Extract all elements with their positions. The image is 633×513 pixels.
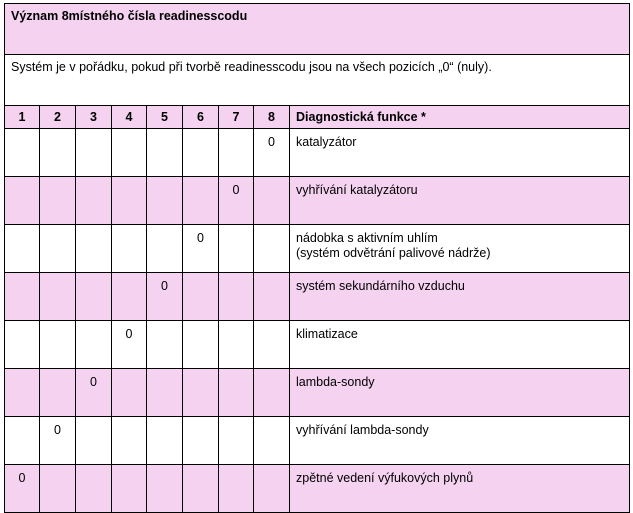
function-label: zpětné vedení výfukových plynů xyxy=(296,471,474,485)
empty-cell xyxy=(183,129,219,177)
empty-cell xyxy=(112,273,147,321)
table-row xyxy=(5,273,630,321)
function-cell xyxy=(290,273,630,321)
empty-cell xyxy=(219,465,254,513)
empty-cell xyxy=(5,273,40,321)
readiness-value-cell: 0 xyxy=(112,321,147,369)
empty-cell xyxy=(183,369,219,417)
empty-cell xyxy=(147,417,183,465)
table-row xyxy=(5,369,630,417)
readiness-value-cell: 0 xyxy=(5,465,40,513)
empty-cell xyxy=(112,465,147,513)
column-header-2: 2 xyxy=(40,106,76,129)
empty-cell xyxy=(76,177,112,225)
function-label-secondary: (systém odvětrání palivové nádrže) xyxy=(296,246,491,260)
empty-cell xyxy=(40,177,76,225)
table-row xyxy=(5,321,630,369)
empty-cell xyxy=(219,369,254,417)
empty-cell xyxy=(254,177,290,225)
empty-cell xyxy=(76,273,112,321)
function-label: katalyzátor xyxy=(296,135,357,149)
table-row xyxy=(5,129,630,177)
readiness-table-container xyxy=(4,3,629,513)
empty-cell xyxy=(183,321,219,369)
empty-cell xyxy=(5,177,40,225)
empty-cell xyxy=(5,129,40,177)
column-header-5: 5 xyxy=(147,106,183,129)
function-label: nádobka s aktivním uhlím xyxy=(296,231,438,245)
table-row xyxy=(5,465,630,513)
empty-cell xyxy=(112,225,147,273)
readiness-value-cell: 0 xyxy=(40,417,76,465)
empty-cell xyxy=(147,369,183,417)
empty-cell xyxy=(112,369,147,417)
empty-cell xyxy=(147,129,183,177)
empty-cell xyxy=(5,417,40,465)
function-label: systém sekundárního vzduchu xyxy=(296,279,465,293)
empty-cell xyxy=(254,417,290,465)
empty-cell xyxy=(112,417,147,465)
function-label: vyhřívání katalyzátoru xyxy=(296,183,418,197)
function-label: vyhřívání lambda-sondy xyxy=(296,423,429,437)
function-label: lambda-sondy xyxy=(296,375,375,389)
header-row xyxy=(5,106,630,129)
empty-cell xyxy=(40,465,76,513)
empty-cell xyxy=(5,321,40,369)
column-header-7: 7 xyxy=(219,106,254,129)
empty-cell xyxy=(219,321,254,369)
empty-cell xyxy=(254,225,290,273)
empty-cell xyxy=(254,369,290,417)
readiness-value-cell: 0 xyxy=(219,177,254,225)
function-cell xyxy=(290,417,630,465)
readiness-value-cell: 0 xyxy=(183,225,219,273)
function-cell xyxy=(290,321,630,369)
empty-cell xyxy=(183,417,219,465)
table-title: Význam 8místného čísla readinesscodu xyxy=(5,4,630,55)
empty-cell xyxy=(147,225,183,273)
empty-cell xyxy=(254,273,290,321)
empty-cell xyxy=(147,177,183,225)
function-label: klimatizace xyxy=(296,327,358,341)
readiness-value-cell: 0 xyxy=(76,369,112,417)
empty-cell xyxy=(219,225,254,273)
readiness-value-cell: 0 xyxy=(147,273,183,321)
empty-cell xyxy=(40,321,76,369)
function-cell xyxy=(290,225,630,273)
function-header: Diagnostická funkce * xyxy=(290,106,630,129)
readiness-value-cell: 0 xyxy=(254,129,290,177)
empty-cell xyxy=(219,417,254,465)
empty-cell xyxy=(112,129,147,177)
empty-cell xyxy=(254,465,290,513)
empty-cell xyxy=(5,225,40,273)
table-note: Systém je v pořádku, pokud při tvorbě readinesscodu jsou na všech pozicích „0“ (nuly). xyxy=(5,55,630,106)
function-cell xyxy=(290,129,630,177)
empty-cell xyxy=(40,369,76,417)
empty-cell xyxy=(76,225,112,273)
empty-cell xyxy=(219,273,254,321)
empty-cell xyxy=(112,177,147,225)
column-header-1: 1 xyxy=(5,106,40,129)
empty-cell xyxy=(76,129,112,177)
empty-cell xyxy=(183,465,219,513)
column-header-6: 6 xyxy=(183,106,219,129)
empty-cell xyxy=(147,465,183,513)
empty-cell xyxy=(40,225,76,273)
empty-cell xyxy=(5,369,40,417)
column-header-3: 3 xyxy=(76,106,112,129)
empty-cell xyxy=(183,177,219,225)
function-cell xyxy=(290,465,630,513)
empty-cell xyxy=(254,321,290,369)
empty-cell xyxy=(76,417,112,465)
empty-cell xyxy=(147,321,183,369)
readiness-table xyxy=(4,3,630,513)
empty-cell xyxy=(76,321,112,369)
empty-cell xyxy=(76,465,112,513)
empty-cell xyxy=(183,273,219,321)
empty-cell xyxy=(219,129,254,177)
table-row xyxy=(5,177,630,225)
table-row xyxy=(5,417,630,465)
empty-cell xyxy=(40,273,76,321)
column-header-4: 4 xyxy=(112,106,147,129)
table-row xyxy=(5,225,630,273)
function-cell xyxy=(290,369,630,417)
empty-cell xyxy=(40,129,76,177)
column-header-8: 8 xyxy=(254,106,290,129)
function-cell xyxy=(290,177,630,225)
